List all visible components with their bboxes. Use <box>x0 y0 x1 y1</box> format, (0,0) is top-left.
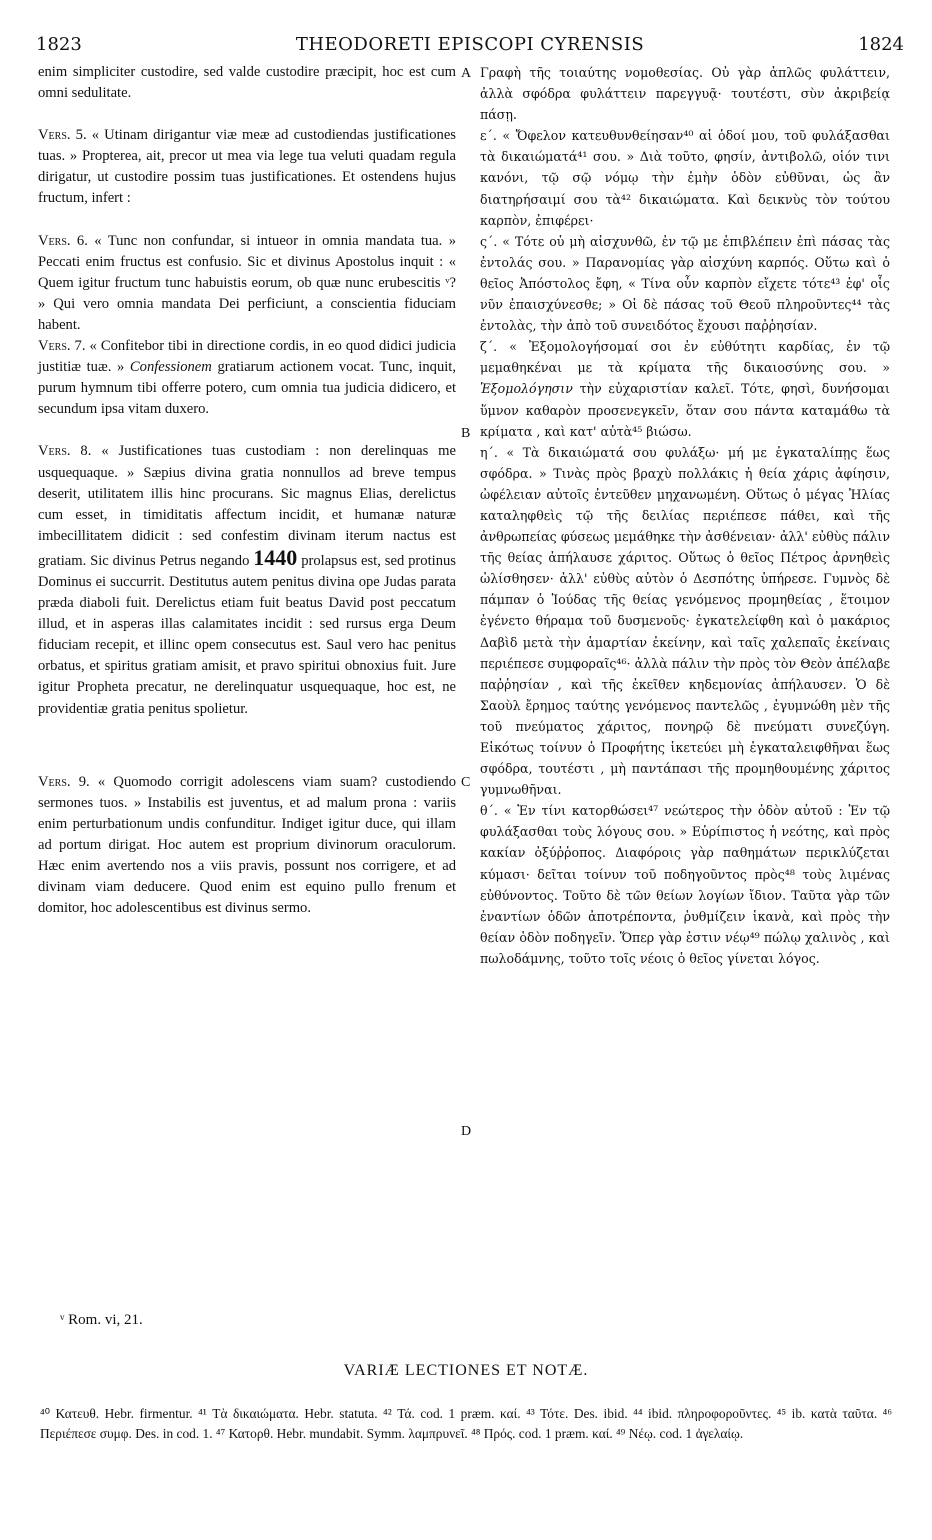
variae-notes <box>40 1404 892 1444</box>
verse-label: Vers. 8. <box>38 443 92 460</box>
latin-column <box>38 62 456 919</box>
verse-italic-term: Confessionem <box>129 359 212 376</box>
margin-letter-b: B <box>461 426 471 441</box>
greek-verse-7 <box>480 336 890 441</box>
margin-letter-c: C <box>461 775 471 790</box>
verse-text: ζ΄. « Ἐξομολογήσομαί σοι ἐν εὐθύτητι καρδίας, ἐν τῷ μεμαθηκέναι με τὰ κρίματα τῆς δικαιοσύνης σου. » <box>480 339 890 376</box>
variae-title: VARIÆ LECTIONES ET NOTÆ. <box>343 1362 589 1379</box>
verse-label: Vers. 6. <box>38 232 88 249</box>
verse-label: Vers. 5. <box>38 127 87 144</box>
latin-verse-6 <box>38 231 456 336</box>
verse-italic-term: Ἐξομολόγησιν <box>480 381 573 397</box>
running-title: THEODORETI EPISCOPI CYRENSIS <box>295 34 645 55</box>
right-page-number: 1824 <box>858 34 904 55</box>
greek-verse-8: η΄. « Τὰ δικαιώματά σου φυλάξω· μή με ἐγκαταλίπῃς ἕως σφόδρα. » Τινὰς πρὸς βραχὺ πολλάκις ἡ θεία χάρις ἀφίησιν, ὠφέλειαν αὐτοῖς ἐντεῦθεν μηχανωμένη. Οὕτως ὁ μέγας Ἠλίας καταληφθεὶς τῷ τῆς δειλίας περιέπεσε πάθει, καὶ τῆς ἀνθρωπείας φύσεως μεμάθηκε τὴν ἀσθένειαν· ἀλλ' εὐθὺς πάλιν τῆς θείας ἀπήλαυσε χάριτος. Οὕτως ὁ θεῖος Πέτρος ἀρνηθεὶς ὠλίσθησεν· ἀλλ' εὐθὺς αὐτὸν ὁ Δεσπότης ὑπήρεσε. Γυμνὸς δὲ πάμπαν ὁ Ἰούδας τῆς θείας γενόμενος προμηθείας , ἕτοιμον ἐγένετο θήραμα τοῦ δυσμενοῦς· ἐγκατελείφθη καὶ ὁ μακάριος Δαβὶδ μετὰ τὴν ἁμαρτίαν ἐκείνην, καὶ ταῖς χαλεπαῖς ἐκείναις περιέπεσε συμφοραῖς⁴⁶· ἀλλὰ πάλιν τὴν πρὸς τὸν Θεὸν ἀπέλαβε παῤῥησίαν , καὶ τῆς ἐκεῖθεν κηδεμονίας ἀπήλαυσεν. Ὁ δὲ Σαοὺλ ἔρημος ταύτης γενόμενος παντελῶς , ἐγυμνώθη μὲν τῆς τοῦ πνεύματος χάριτος, πονηρῷ δὲ πνεύματι συνεζύγη. Εἰκότως τοίνυν ὁ Προφήτης ἱκετεύει μὴ ἐγκαταλειφθῆναι ἕως σφόδρα, τουτέστι , μὴ παντάπασι τῆς προμηθουμένης χάριτος γυμνωθῆναι. <box>480 444 890 798</box>
margin-letter-d: D <box>461 1124 472 1139</box>
verse-text: prolapsus est, sed protinus Dominus ei succurrit. Destitutus autem penitus divina ope Judas parata præda diaboli fuit. Derelictus etiam fuit beatus David post peccatum illud, et in asperas illas calamitates incidit : sed rursus erga Deum fiduciam recepit, et illinc opem consecutus est. Saul vero hac penitus orbatus, et spiritus gratiam amisit, et pravo spiritui obnoxius fuit. Jure igitur Propheta precatur, ne derelinquatur usquequaque, hoc est, ne providentiæ gratia penitus spolietur. <box>38 552 456 717</box>
greek-verse-5: ε΄. « Ὄφελον κατευθυνθείησαν⁴⁰ αἱ ὁδοί μου, τοῦ φυλάξασθαι τὰ δικαιώματά⁴¹ σου. » Διὰ τοῦτο, φησίν, ἀντιβολῶ, οἱόν τινι κανόνι, τῷ σῷ νόμῳ τὴν ἐμὴν ὁδὸν εὐθῦναι, ὡς ἂν διατηρήσαιμί σου τὰ⁴² δικαιώματα. Καὶ δεικνὺς τὸν τούτου καρπὸν, ἐπιφέρει· <box>480 128 890 228</box>
latin-verse-5 <box>38 125 456 209</box>
variae-text: ⁴⁰ Κατευθ. Hebr. firmentur. ⁴¹ Τὰ δικαιώματα. Hebr. statuta. ⁴² Τά. cod. 1 præm. καί. ⁴³ Τότε. Des. ibid. ⁴⁴ ibid. πληροφοροῦντες. ⁴⁵ ib. κατὰ ταῦτα. ⁴⁶ Περιέπεσε συμφ. Des. in cod. 1. ⁴⁷ Κατορθ. Hebr. mundabit. Symm. λαμπρυνεῖ. ⁴⁸ Πρός. cod. 1 præm. καί. ⁴⁹ Νέῳ. cod. 1 ἀγελαίῳ. <box>40 1406 892 1441</box>
running-header <box>36 34 904 60</box>
latin-verse-8 <box>38 441 456 719</box>
verse-text: « Tunc non confundar, si intueor in omnia mandata tua. » Peccati enim fructus est confusio. Sic et divinus Apostolus inquit : « Quem igitur fructum tunc habuistis eorum, ob quæ nunc erubescitis ᵛ? » Qui vero omnia mandata Dei perficiunt, a conscientia fiduciam habent. <box>38 232 456 333</box>
footnote: ᵛ Rom. vi, 21. <box>60 1312 143 1328</box>
verse-text: gratiarum actionem vocat. Tunc, inquit, purum hymnum tibi offerre potero, cum omnia tua judicia didicero, et secundum ipsa vitam duxero. <box>38 359 457 418</box>
verse-text: τὴν εὐχαριστίαν καλεῖ. Τότε, φησὶ, δυνήσομαι ὕμνον καθαρὸν προσενεγκεῖν, ὅταν σου πάντα καταμάθω τὰ κρίματα , καὶ κατ' αὐτὰ⁴⁵ βιώσω. <box>480 381 890 439</box>
verse-label: Vers. 7. <box>38 338 86 355</box>
greek-verse-9: θ΄. « Ἐν τίνι κατορθώσει⁴⁷ νεώτερος τὴν ὁδὸν αὐτοῦ : Ἐν τῷ φυλάξασθαι τοὺς λόγους σου. » Εὐρίπιστος ἡ νεότης, καὶ πρὸς κακίαν ὀξύῤῥοπος. Διαφόροις γὰρ παθημάτων περικλύζεται κύμασι· δεῖται τοίνυν τοῦ ποδηγοῦντος πρὸς⁴⁸ τοὺς λιμένας εὐθύνοντος. Τοῦτο δὲ τῶν θείων λογίων ἴδιον. Ταῦτα γὰρ τῶν ἐναντίων ὁδῶν ἀποτρέποντα, ῥυθμίζειν ἱκανὰ, καὶ πρὸς τὴν θείαν ὁδὸν ποδηγεῖν. Ὅπερ γὰρ ἐστιν νέῳ⁴⁹ πώλῳ χαλινὸς , καὶ πωλοδάμνης, τοῦτο τοῖς νέοις ὁ θεῖος γίνεται λόγος. <box>480 803 890 966</box>
margin-letter-a: A <box>461 66 472 81</box>
verse-text: « Justificationes tuas custodiam : non derelinquas me usquequaque. » Sæpius divina gratia nonnullos ad breve tempus deserit, utilitatem illis hinc procurans. Sic magnus Elias, derelictus cum esset, in timiditatis affectum incidit, et humanæ naturæ imbecillitatem didicit : sed confestim divinam iterum nactus est gratiam. Sic divinus Petrus negando <box>38 443 457 569</box>
greek-column <box>480 62 890 969</box>
latin-verse-9 <box>38 772 456 920</box>
greek-verse-6: ς΄. « Τότε οὐ μὴ αἰσχυνθῶ, ἐν τῷ με ἐπιβλέπειν ἐπὶ πάσας τὰς ἐντολάς σου. » Παρανομίας γὰρ αἰσχύνη καρπός. Οὕτω καὶ ὁ θεῖος Ἀπόστολος ἔφη, « Τίνα οὖν καρπὸν εἴχετε τότε⁴³ ἐφ' οἷς νῦν ἐπαισχύνεσθε; » Οἱ δὲ πάσας τοῦ Θεοῦ πληροῦντες⁴⁴ τὰς ἐντολὰς, τὴν ἀπὸ τοῦ συνειδότος ἔχουσι παῤῥησίαν. <box>480 233 890 334</box>
column-number: 1440 <box>253 544 298 570</box>
left-page-number: 1823 <box>36 34 82 55</box>
latin-intro: enim simpliciter custodire, sed valde custodire præcipit, hoc est cum omni sedulitate. <box>38 64 456 102</box>
verse-text: « Utinam dirigantur viæ meæ ad custodiendas justificationes tuas. » Propterea, ait, precor ut mea via lege tua veluti quadam regula dirigatur, ut custodire possim tuas justificationes. Et ostendens hujus fructum, infert : <box>38 127 456 207</box>
latin-verse-7 <box>38 336 456 420</box>
verse-text: « Confitebor tibi in directione cordis, in eo quod didici judicia justitiæ tuæ. » <box>38 338 456 376</box>
verse-label: Vers. 9. <box>38 773 90 790</box>
verse-text: « Quomodo corrigit adolescens viam suam? custodiendo sermones tuos. » Instabilis est juventus, et ad malum prona : variis enim perturbationum undis confunditur. Indiget igitur duce, qui illam ad portum dirigat. Hoc autem est proprium divinorum oraculorum. Hæc enim avertendo nos a viis pravis, possunt nos corrigere, et ad divinam viam deducere. Quod enim est equino pullo frenum et domitor, hoc adolescentibus est divinus sermo. <box>38 773 456 917</box>
greek-intro: Γραφὴ τῆς τοιαύτης νομοθεσίας. Οὐ γὰρ ἁπλῶς φυλάττειν, ἀλλὰ σφόδρα φυλάττειν παρεγγυᾷ· τουτέστι, σὺν ἀκριβείᾳ πάσῃ. <box>480 65 890 123</box>
